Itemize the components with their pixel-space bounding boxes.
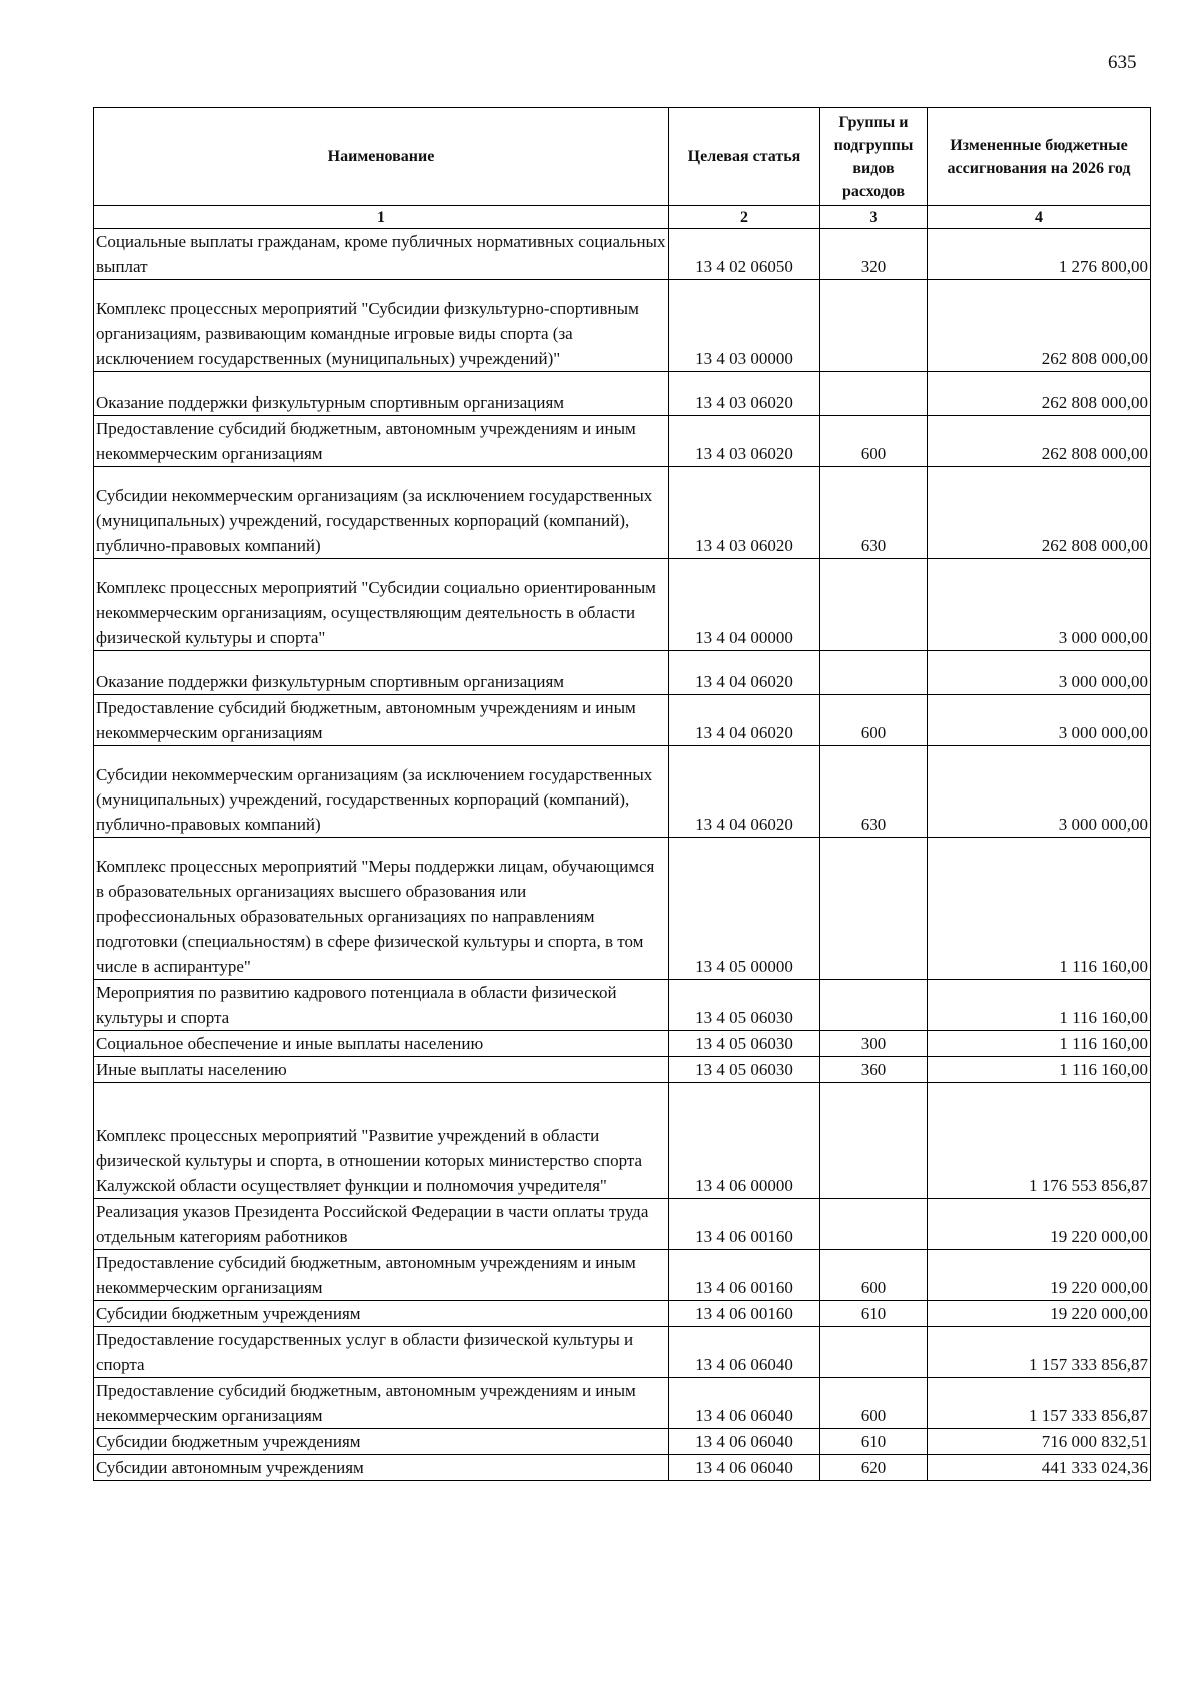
row-amount: 3 000 000,00 [928,695,1151,746]
row-expense-group: 600 [820,1250,928,1301]
row-amount: 716 000 832,51 [928,1429,1151,1455]
row-amount: 262 808 000,00 [928,467,1151,559]
row-target-article: 13 4 06 06040 [669,1429,820,1455]
row-amount: 1 176 553 856,87 [928,1083,1151,1199]
table-row [94,651,1151,695]
row-amount: 262 808 000,00 [928,280,1151,372]
budget-table [93,107,1151,1481]
row-target-article: 13 4 04 06020 [669,651,820,695]
row-name: Иные выплаты населению [94,1057,669,1083]
page-number: 635 [1108,52,1137,73]
column-number: 3 [820,206,928,229]
table-row [94,1378,1151,1429]
row-target-article: 13 4 06 00160 [669,1301,820,1327]
row-expense-group [820,1083,928,1199]
row-amount: 262 808 000,00 [928,416,1151,467]
row-target-article: 13 4 06 00000 [669,1083,820,1199]
row-target-article: 13 4 06 00160 [669,1199,820,1250]
table-row [94,1057,1151,1083]
table-body [94,229,1151,1481]
row-target-article: 13 4 04 06020 [669,695,820,746]
row-name: Предоставление субсидий бюджетным, автономным учреждениям и иным некоммерческим организациям [94,695,669,746]
table-row [94,229,1151,280]
header-expense-groups: Группы и подгруппы видов расходов [820,108,928,206]
table-row [94,1250,1151,1301]
row-amount: 19 220 000,00 [928,1250,1151,1301]
table-row [94,280,1151,372]
row-amount: 441 333 024,36 [928,1455,1151,1481]
table-header [94,108,1151,229]
row-expense-group [820,280,928,372]
row-expense-group: 300 [820,1031,928,1057]
row-expense-group: 320 [820,229,928,280]
row-amount: 1 116 160,00 [928,980,1151,1031]
row-name: Предоставление субсидий бюджетным, автономным учреждениям и иным некоммерческим организациям [94,416,669,467]
row-expense-group: 610 [820,1301,928,1327]
row-name: Субсидии бюджетным учреждениям [94,1301,669,1327]
row-target-article: 13 4 03 00000 [669,280,820,372]
row-expense-group [820,1199,928,1250]
row-name: Оказание поддержки физкультурным спортивным организациям [94,651,669,695]
row-expense-group: 620 [820,1455,928,1481]
row-target-article: 13 4 04 00000 [669,559,820,651]
row-target-article: 13 4 03 06020 [669,467,820,559]
row-expense-group [820,651,928,695]
row-expense-group: 630 [820,467,928,559]
row-name: Субсидии некоммерческим организациям (за исключением государственных (муниципальных) учреждений, государственных корпораций (компаний), публично-правовых компаний) [94,467,669,559]
row-name: Предоставление субсидий бюджетным, автономным учреждениям и иным некоммерческим организациям [94,1250,669,1301]
row-expense-group [820,559,928,651]
row-target-article: 13 4 05 00000 [669,838,820,980]
table-row [94,1199,1151,1250]
row-name: Комплекс процессных мероприятий "Развитие учреждений в области физической культуры и спорта, в отношении которых министерство спорта Калужской области осуществляет функции и полномочия учредителя" [94,1083,669,1199]
row-expense-group: 610 [820,1429,928,1455]
row-amount: 1 157 333 856,87 [928,1378,1151,1429]
row-name: Предоставление государственных услуг в области физической культуры и спорта [94,1327,669,1378]
row-name: Мероприятия по развитию кадрового потенциала в области физической культуры и спорта [94,980,669,1031]
header-name: Наименование [94,108,669,206]
row-name: Субсидии автономным учреждениям [94,1455,669,1481]
row-expense-group [820,980,928,1031]
row-amount: 3 000 000,00 [928,746,1151,838]
table-row [94,467,1151,559]
row-target-article: 13 4 04 06020 [669,746,820,838]
row-expense-group: 600 [820,416,928,467]
row-name: Субсидии некоммерческим организациям (за исключением государственных (муниципальных) учреждений, государственных корпораций (компаний), публично-правовых компаний) [94,746,669,838]
row-target-article: 13 4 06 06040 [669,1327,820,1378]
table-row [94,838,1151,980]
column-number: 4 [928,206,1151,229]
row-expense-group: 360 [820,1057,928,1083]
row-amount: 3 000 000,00 [928,651,1151,695]
header-amount: Измененные бюджетные ассигнования на 2026 год [928,108,1151,206]
row-amount: 1 116 160,00 [928,838,1151,980]
table-row [94,1301,1151,1327]
row-name: Социальное обеспечение и иные выплаты населению [94,1031,669,1057]
table-row [94,416,1151,467]
row-target-article: 13 4 05 06030 [669,1031,820,1057]
table-row [94,695,1151,746]
row-expense-group: 600 [820,695,928,746]
table-row [94,1031,1151,1057]
row-name: Предоставление субсидий бюджетным, автономным учреждениям и иным некоммерческим организациям [94,1378,669,1429]
table-row [94,1429,1151,1455]
row-name: Комплекс процессных мероприятий "Меры поддержки лицам, обучающимся в образовательных организациях высшего образования или профессиональных образовательных организациях по направлениям подготовки (специальностям) в сфере физической культуры и спорта, в том числе в аспирантуре" [94,838,669,980]
table-row [94,746,1151,838]
row-target-article: 13 4 02 06050 [669,229,820,280]
table-row [94,1327,1151,1378]
row-expense-group [820,372,928,416]
row-amount: 262 808 000,00 [928,372,1151,416]
row-name: Комплекс процессных мероприятий "Субсидии физкультурно-спортивным организациям, развивающим командные игровые виды спорта (за исключением государственных (муниципальных) учреждений)" [94,280,669,372]
row-amount: 1 276 800,00 [928,229,1151,280]
row-expense-group [820,1327,928,1378]
row-name: Субсидии бюджетным учреждениям [94,1429,669,1455]
row-target-article: 13 4 03 06020 [669,372,820,416]
column-number: 2 [669,206,820,229]
table-row [94,1455,1151,1481]
row-expense-group: 600 [820,1378,928,1429]
row-name: Реализация указов Президента Российской Федерации в части оплаты труда отдельным категориям работников [94,1199,669,1250]
row-name: Комплекс процессных мероприятий "Субсидии социально ориентированным некоммерческим организациям, осуществляющим деятельность в области физической культуры и спорта" [94,559,669,651]
header-target-article: Целевая статья [669,108,820,206]
row-name: Социальные выплаты гражданам, кроме публичных нормативных социальных выплат [94,229,669,280]
table-row [94,372,1151,416]
row-amount: 19 220 000,00 [928,1301,1151,1327]
table-row [94,1083,1151,1199]
row-target-article: 13 4 05 06030 [669,980,820,1031]
table-row [94,559,1151,651]
row-expense-group [820,838,928,980]
row-amount: 1 116 160,00 [928,1057,1151,1083]
row-target-article: 13 4 06 06040 [669,1378,820,1429]
row-amount: 1 157 333 856,87 [928,1327,1151,1378]
row-target-article: 13 4 03 06020 [669,416,820,467]
row-name: Оказание поддержки физкультурным спортивным организациям [94,372,669,416]
row-target-article: 13 4 06 06040 [669,1455,820,1481]
table-row [94,980,1151,1031]
row-amount: 1 116 160,00 [928,1031,1151,1057]
row-amount: 3 000 000,00 [928,559,1151,651]
column-number: 1 [94,206,669,229]
row-amount: 19 220 000,00 [928,1199,1151,1250]
row-expense-group: 630 [820,746,928,838]
row-target-article: 13 4 05 06030 [669,1057,820,1083]
row-target-article: 13 4 06 00160 [669,1250,820,1301]
